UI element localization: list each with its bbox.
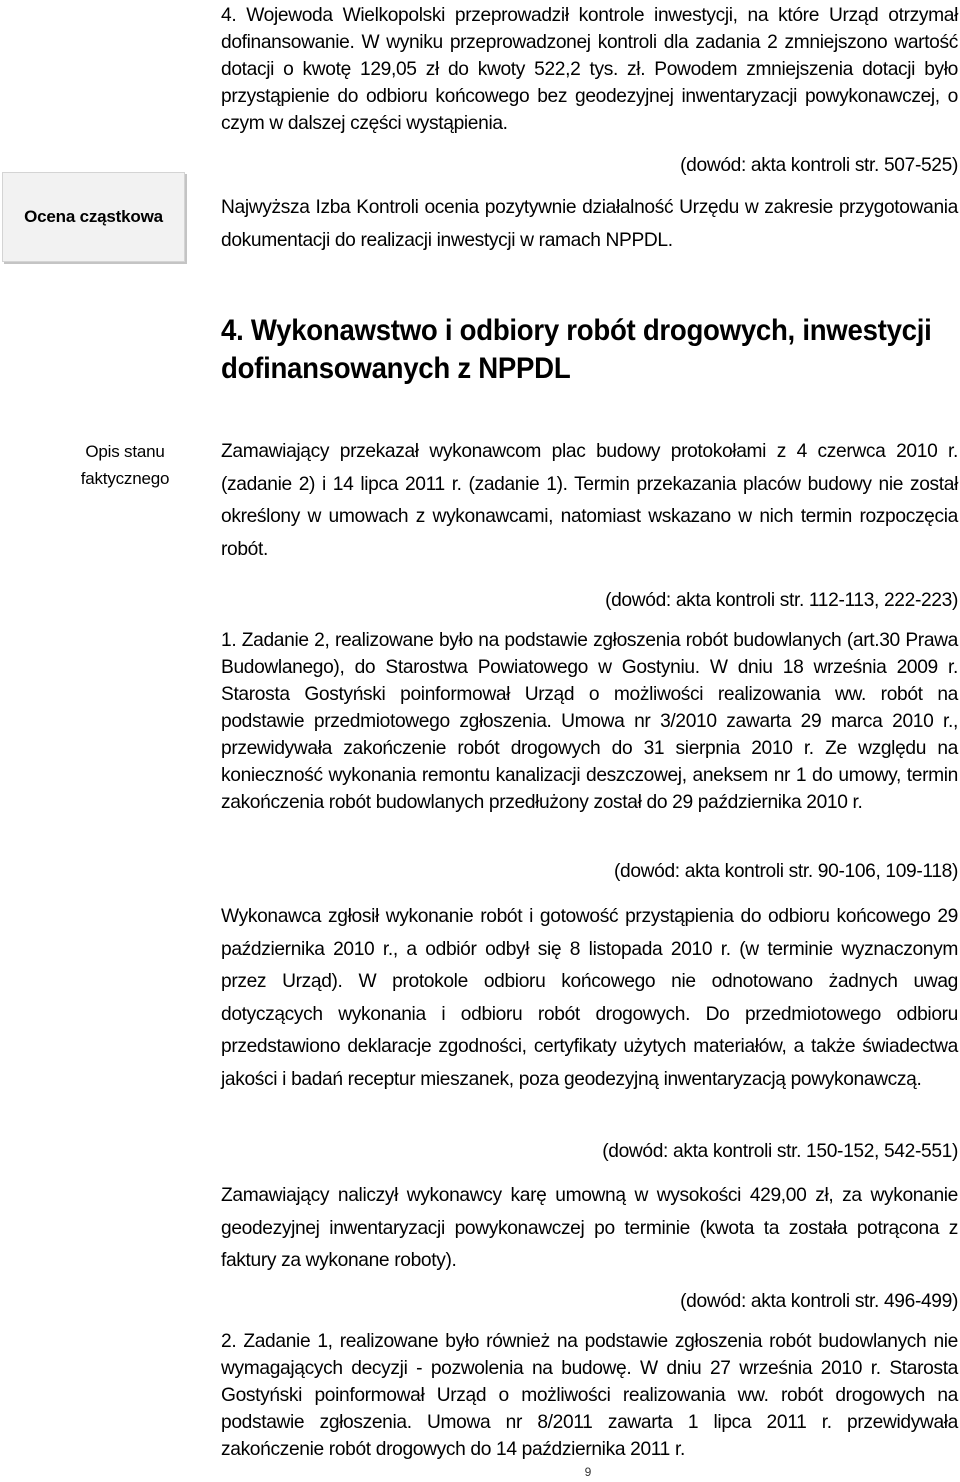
- evidence-note: (dowód: akta kontroli str. 112-113, 222-223): [605, 590, 958, 611]
- evidence-note: (dowód: akta kontroli str. 496-499): [680, 1291, 958, 1312]
- paragraph-task-1: 2. Zadanie 1, realizowane było również na podstawie zgłoszenia robót budowlanych nie wymagających decyzji - pozwolenia na budowę. W dniu 27 września 2010 r. Starosta Gostyński poinformował Urząd o możliwości realizowania ww. robót drogowych na podstawie zgłoszenia. Umowa nr 8/2011 zawarta 1 lipca 2011 r. przewidywała zakończenie robót drogowych do 14 października 2011 r.: [221, 1331, 958, 1460]
- ocena-label-text: Ocena cząstkowa: [24, 207, 163, 226]
- paragraph-acceptance: Wykonawca zgłosił wykonanie robót i gotowość przystąpienia do odbioru końcowego 29 października 2010 r., a odbiór odbył się 8 listopada 2010 r. (w terminie wyznaczonym przez Urząd). W protokole odbioru końcowego nie odnotowano żadnych uwag dotyczących wykonania i odbioru robót drogowych. Do przedmiotowego odbioru przedstawiono deklaracje zgodności, certyfikaty użytych materiałów, a także świadectwa jakości i badań receptur mieszanek, poza geodezyjną inwentaryzacją powykonawczą.: [221, 906, 958, 1090]
- sidebar-label-opis: Opis stanu faktycznego: [80, 442, 170, 488]
- sidebar-label-ocena: [2, 172, 185, 262]
- paragraph-penalty: Zamawiający naliczył wykonawcy karę umowną w wysokości 429,00 zł, za wykonanie geodezyjnej inwentaryzacji powykonawczej po terminie (kwota ta została potrącona z faktury za wykonane roboty).: [221, 1185, 958, 1271]
- evidence-note: (dowód: akta kontroli str. 90-106, 109-118): [613, 861, 958, 882]
- paragraph-task-2: 1. Zadanie 2, realizowane było na podstawie zgłoszenia robót budowlanych (art.30 Prawa Budowlanego), do Starostwa Powiatowego w Gostyniu. W dniu 18 września 2009 r. Starosta Gostyński poinformował Urząd o możliwości realizowania ww. robót na podstawie przedmiotowego zgłoszenia. Umowa nr 3/2010 zawarta 29 marca 2010 r., przewidywała zakończenie robót drogowych do 31 sierpnia 2010 r. Ze względu na konieczność wykonania remontu kanalizacji deszczowej, aneksem nr 1 do umowy, termin zakończenia robót budowlanych przedłużony został do 29 października 2010 r.: [221, 630, 958, 813]
- paragraph-site-handover: Zamawiający przekazał wykonawcom plac budowy protokołami z 4 czerwca 2010 r. (zadanie 2) i 14 lipca 2011 r. (zadanie 1). Termin przekazania placów budowy nie został określony w umowach z wykonawcami, natomiast wskazano w nich termin rozpoczęcia robót.: [221, 441, 958, 560]
- paragraph-ocena: Najwyższa Izba Kontroli ocenia pozytywnie działalność Urzędu w zakresie przygotowania dokumentacji do realizacji inwestycji w ramach NPPDL.: [221, 197, 958, 251]
- evidence-note: (dowód: akta kontroli str. 150-152, 542-551): [602, 1141, 958, 1162]
- paragraph-inspection: 4. Wojewoda Wielkopolski przeprowadził kontrole inwestycji, na które Urząd otrzymał dofinansowanie. W wyniku przeprowadzonej kontroli dla zadania 2 zmniejszono wartość dotacji o kwotę 129,05 zł do kwoty 522,2 tys. zł. Powodem zmniejszenia dotacji było przystąpienie do odbioru końcowego bez geodezyjnej inwentaryzacji powykonawczej, o czym w dalszej części wystąpienia.: [221, 5, 958, 134]
- section-heading: 4. Wykonawstwo i odbiory robót drogowych, inwestycji dofinansowanych z NPPDL: [221, 314, 932, 385]
- page-number: 9: [584, 1465, 592, 1479]
- evidence-note: (dowód: akta kontroli str. 507-525): [680, 155, 958, 176]
